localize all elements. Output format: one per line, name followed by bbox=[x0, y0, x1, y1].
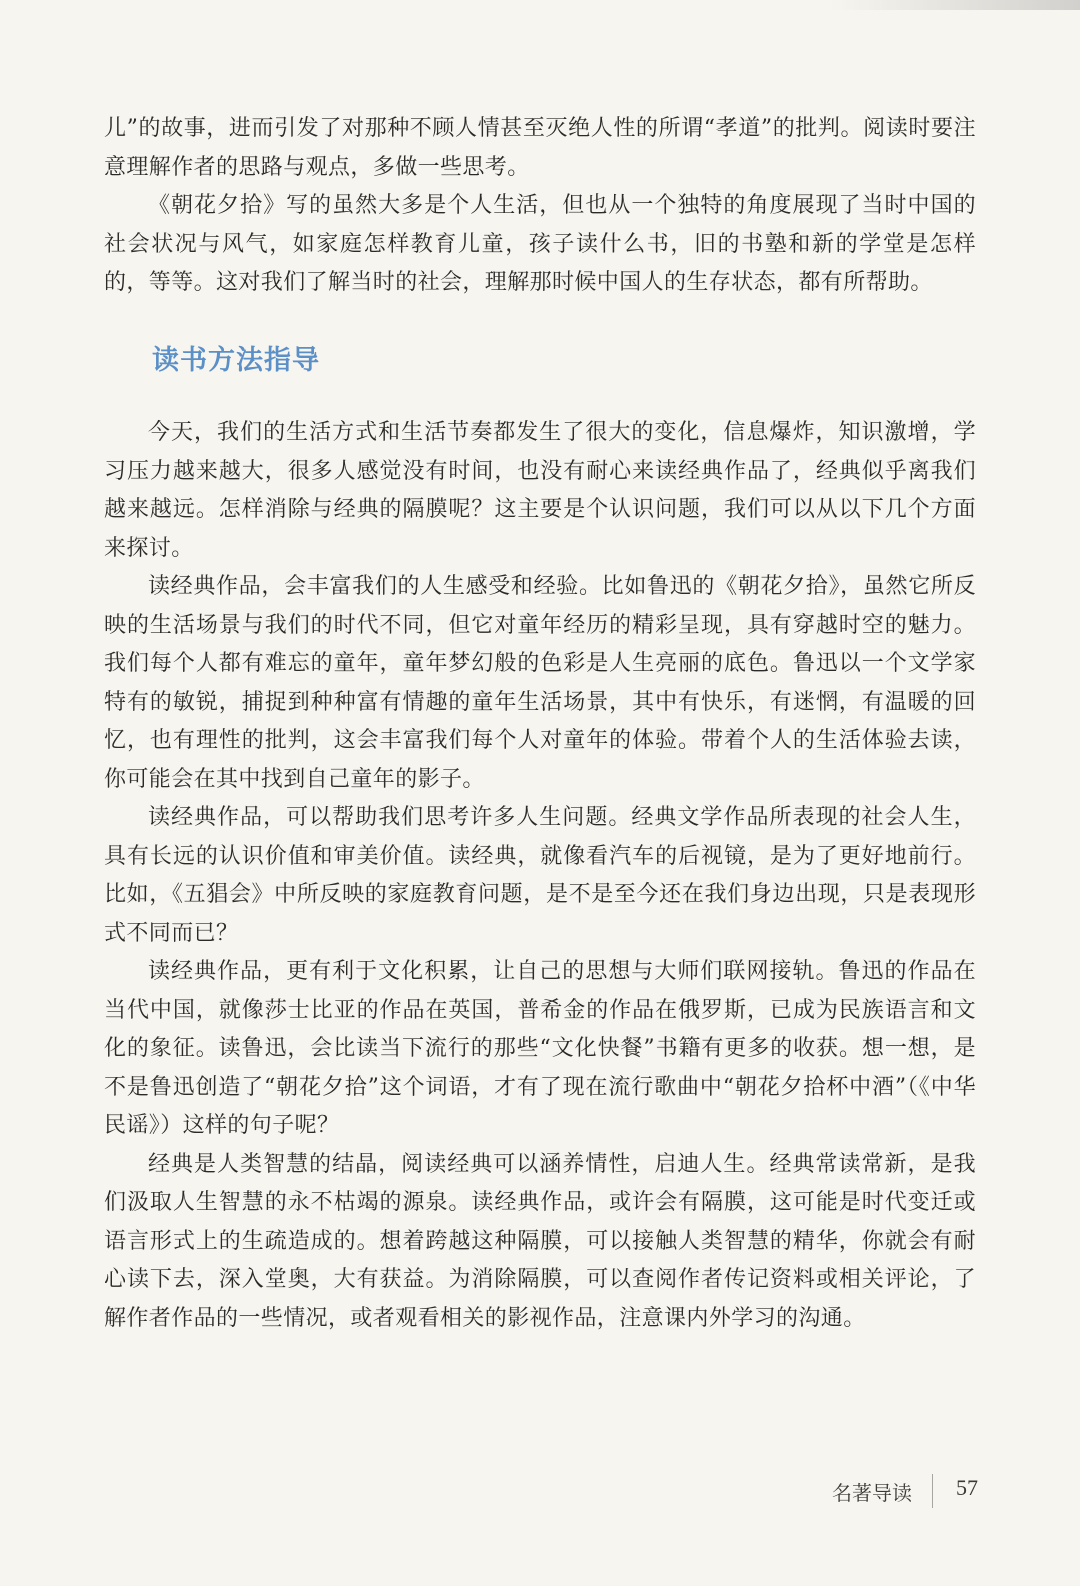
paragraph-life-experience: 读经典作品，会丰富我们的人生感受和经验。比如鲁迅的《朝花夕拾》，虽然它所反映的生活场景与我们的时代不同，但它对童年经历的精彩呈现，具有穿越时空的魅力。我们每个人都有难忘的童年，童年梦幻般的色彩是人生亮丽的底色。鲁迅以一个文学家特有的敏锐，捕捉到种种富有情趣的童年生活场景，其中有快乐，有迷惘，有温暖的回忆，也有理性的批判，这会丰富我们每个人对童年的体验。带着个人的生活体验去读，你可能会在其中找到自己童年的影子。 bbox=[104, 574, 976, 792]
page-edge-shadow bbox=[830, 0, 1080, 10]
paragraph-life-questions: 读经典作品，可以帮助我们思考许多人生问题。经典文学作品所表现的社会人生，具有长远的认识价值和审美价值。读经典，就像看汽车的后视镜，是为了更好地前行。比如，《五猖会》中所反映的家庭教育问题，是不是至今还在我们身边出现，只是表现形式不同而已？ bbox=[104, 805, 976, 946]
paragraph-culture-accumulation: 读经典作品，更有利于文化积累，让自己的思想与大师们联网接轨。鲁迅的作品在当代中国，就像莎士比亚的作品在英国，普希金的作品在俄罗斯，已成为民族语言和文化的象征。读鲁迅，会比读当下流行的那些“文化快餐”书籍有更多的收获。想一想，是不是鲁迅创造了“朝花夕拾”这个词语，才有了现在流行歌曲中“朝花夕拾杯中酒”（《中华民谣》）这样的句子呢？ bbox=[104, 959, 976, 1138]
paragraph-human-wisdom: 经典是人类智慧的结晶，阅读经典可以涵养情性，启迪人生。经典常读常新，是我们汲取人生智慧的永不枯竭的源泉。读经典作品，或许会有隔膜，这可能是时代变迁或语言形式上的生疏造成的。想着跨越这种隔膜，可以接触人类智慧的精华，你就会有耐心读下去，深入堂奥，大有获益。为消除隔膜，可以查阅作者传记资料或相关评论，了解作者作品的一些情况，或者观看相关的影视作品，注意课内外学习的沟通。 bbox=[104, 1151, 976, 1331]
paragraph-continued: 儿”的故事，进而引发了对那种不顾人情甚至灭绝人性的所谓“孝道”的批判。阅读时要注意理解作者的思路与观点，多做一些思考。 bbox=[104, 116, 976, 180]
paragraph-intro: 今天，我们的生活方式和生活节奏都发生了很大的变化，信息爆炸，知识激增，学习压力越来越大，很多人感觉没有时间，也没有耐心来读经典作品了，经典似乎离我们越来越远。怎样消除与经典的隔膜呢？这主要是个认识问题，我们可以从以下几个方面来探讨。 bbox=[104, 420, 976, 561]
footer-divider bbox=[932, 1474, 933, 1508]
continued-text-block bbox=[104, 110, 976, 303]
page-footer bbox=[820, 1474, 990, 1510]
section-heading: 读书方法指导 bbox=[152, 345, 320, 376]
page-number: 57 bbox=[956, 1475, 978, 1500]
reading-guide-text-block bbox=[104, 414, 976, 1338]
footer-book-title: 名著导读 bbox=[832, 1481, 912, 1505]
paragraph-chaohuaxishi-summary: 《朝花夕拾》写的虽然大多是个人生活，但也从一个独特的角度展现了当时中国的社会状况与风气，如家庭怎样教育儿童，孩子读什么书，旧的书塾和新的学堂是怎样的，等等。这对我们了解当时的社会，理解那时候中国人的生存状态，都有所帮助。 bbox=[104, 193, 976, 295]
